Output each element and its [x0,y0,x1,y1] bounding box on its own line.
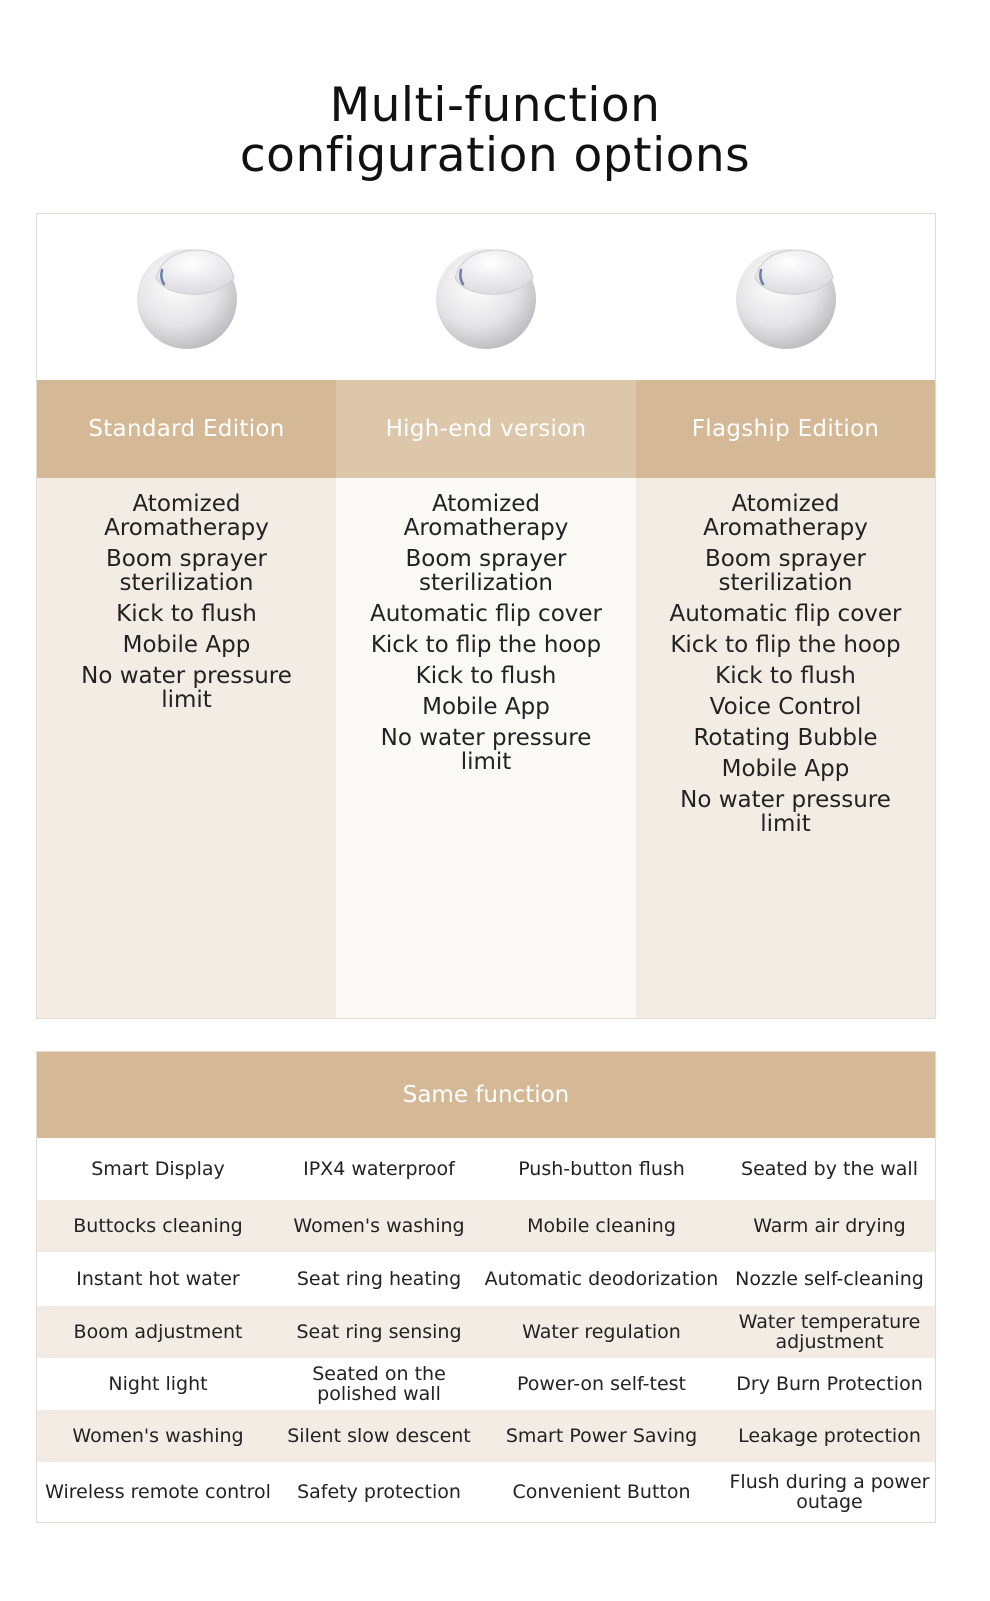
edition-feature-list [37,478,336,1018]
same-function-row [37,1200,935,1252]
smart-toilet-image [733,244,839,350]
same-function-cell: Water temperature adjustment [738,1311,921,1353]
feature-item: Mobile App [122,632,251,658]
same-function-cell: Silent slow descent [287,1425,471,1447]
edition-column-standard [37,214,336,1018]
same-function-row [37,1252,935,1306]
edition-header: High-end version [336,380,636,478]
same-function-cell: Seated by the wall [741,1158,918,1180]
feature-item: No water pressure limit [380,725,592,775]
feature-item: Automatic flip cover [370,601,602,627]
same-function-cell: Warm air drying [753,1215,906,1237]
same-function-cell: Safety protection [297,1481,461,1503]
feature-item: Atomized Aromatherapy [403,491,569,541]
same-function-cell: Women's washing [293,1215,465,1237]
edition-feature-list [336,478,636,1018]
page-title-line-1: Multi-function [329,78,661,134]
feature-item: Kick to flush [116,601,257,627]
same-function-row [37,1138,935,1200]
same-function-cell: Leakage protection [738,1425,921,1447]
same-function-cell: Push-button flush [518,1158,685,1180]
feature-item: Rotating Bubble [693,725,878,751]
feature-item: Boom sprayer sterilization [705,546,866,596]
same-function-cell: Seat ring heating [296,1268,462,1290]
same-function-rows [37,1138,935,1522]
same-function-cell: Seat ring sensing [296,1321,462,1343]
same-function-cell: Seated on the polished wall [312,1363,446,1405]
edition-comparison-table [36,213,936,1019]
feature-item: Boom sprayer sterilization [106,546,267,596]
same-function-row [37,1410,935,1462]
edition-column-flagship [636,214,935,1018]
same-function-header: Same function [37,1052,935,1138]
same-function-cell: Women's washing [72,1425,244,1447]
edition-column-high-end [336,214,636,1018]
feature-item: Kick to flip the hoop [670,632,901,658]
same-function-cell: Flush during a power outage [729,1471,930,1513]
feature-item: No water pressure limit [81,663,292,713]
smart-toilet-image [134,244,240,350]
product-image-area [636,214,935,380]
same-function-cell: Buttocks cleaning [73,1215,243,1237]
same-function-row [37,1462,935,1522]
page-title-line-2: configuration options [239,128,751,184]
feature-item: Kick to flip the hoop [370,632,602,658]
same-function-cell: Dry Burn Protection [736,1373,923,1395]
same-function-cell: Smart Display [91,1158,225,1180]
feature-item: Boom sprayer sterilization [405,546,567,596]
same-function-cell: Mobile cleaning [527,1215,676,1237]
same-function-cell: Wireless remote control [45,1481,271,1503]
same-function-cell: Water regulation [522,1321,681,1343]
feature-item: No water pressure limit [680,787,891,837]
same-function-row [37,1306,935,1358]
same-function-cell: Nozzle self-cleaning [735,1268,924,1290]
feature-item: Atomized Aromatherapy [104,491,269,541]
product-image-area [336,214,636,380]
edition-header: Standard Edition [37,380,336,478]
feature-item: Mobile App [721,756,850,782]
same-function-table [36,1051,936,1523]
product-image-area [37,214,336,380]
same-function-cell: Boom adjustment [73,1321,243,1343]
smart-toilet-image [433,244,539,350]
same-function-cell: Convenient Button [512,1481,691,1503]
feature-item: Automatic flip cover [669,601,902,627]
edition-feature-list [636,478,935,1018]
same-function-cell: Smart Power Saving [505,1425,698,1447]
same-function-cell: Night light [108,1373,208,1395]
same-function-cell: Automatic deodorization [484,1268,719,1290]
feature-item: Voice Control [709,694,862,720]
page-title [0,78,990,184]
edition-header: Flagship Edition [636,380,935,478]
same-function-cell: Instant hot water [76,1268,240,1290]
same-function-cell: IPX4 waterproof [303,1158,455,1180]
same-function-row [37,1358,935,1410]
feature-item: Kick to flush [715,663,856,689]
feature-item: Kick to flush [415,663,557,689]
feature-item: Atomized Aromatherapy [703,491,868,541]
feature-item: Mobile App [422,694,550,720]
same-function-cell: Power-on self-test [516,1373,686,1395]
